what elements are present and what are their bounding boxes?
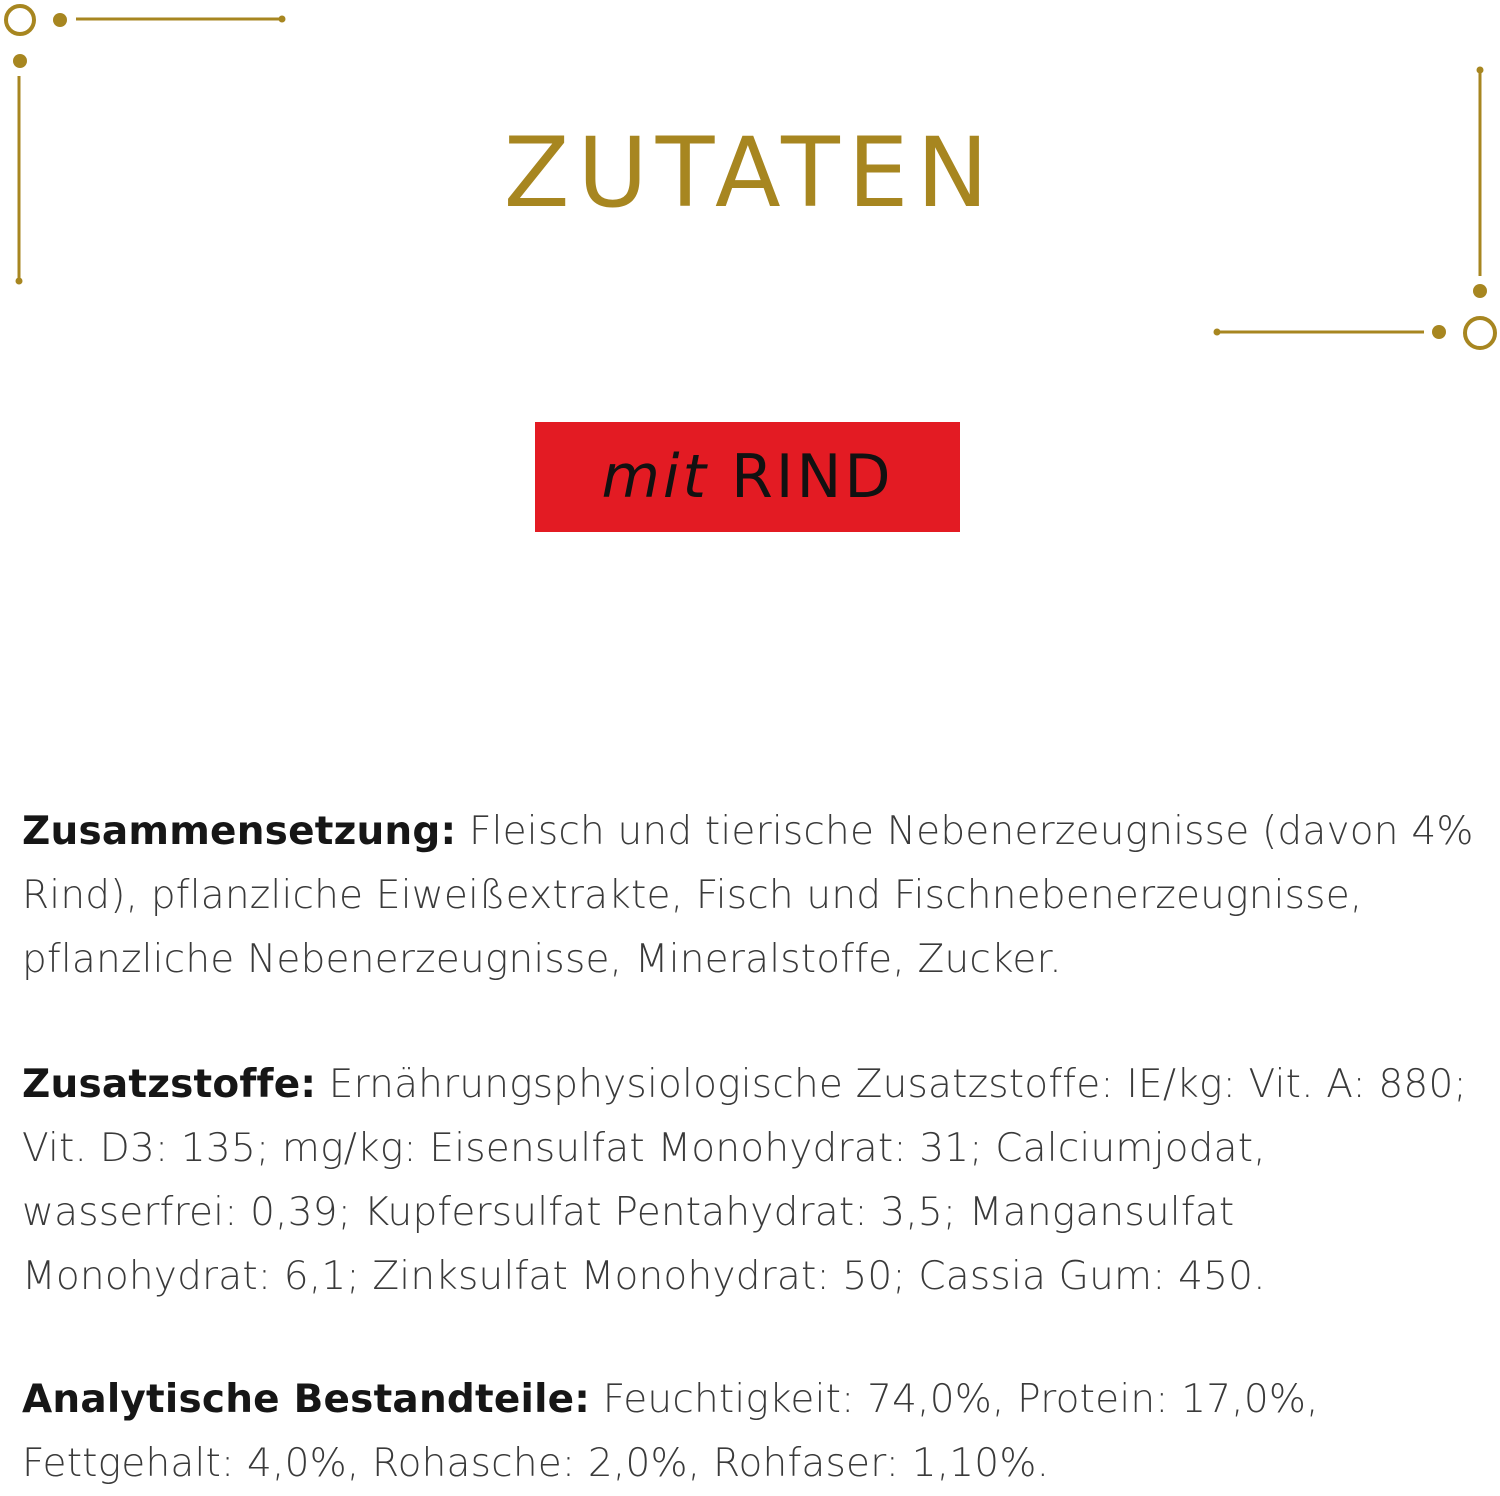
additives-paragraph: [22, 1053, 1482, 1309]
badge-prefix: mit: [601, 442, 710, 512]
analytical-label: Analytische Bestandteile:: [22, 1377, 591, 1422]
composition-text: Fleisch und tierische Nebenerzeugnisse (davon 4% Rind), pflanzliche Eiweißextrakte, Fisch und Fischnebenerzeugnisse, pflanzliche Nebenerzeugnisse, Mineralstoffe, Zucker.: [22, 809, 1474, 982]
page-title: ZUTATEN: [503, 117, 997, 229]
composition-label: Zusammensetzung:: [22, 809, 457, 854]
additives-text: Ernährungsphysiologische Zusatzstoffe: IE/kg: Vit. A: 880; Vit. D3: 135; mg/kg: Eisensulfat Monohydrat: 31; Calciumjodat, wasserfrei: 0,39; Kupfersulfat Pentahydrat: 3,5; Mangansulfat Monohydrat: 6,1; Zinksulfat Monohydrat: 50; Cassia Gum: 450.: [22, 1062, 1467, 1299]
additives-label: Zusatzstoffe:: [22, 1062, 317, 1107]
badge-main: RIND: [731, 442, 894, 512]
analytical-paragraph: [22, 1368, 1482, 1496]
analytical-text: Feuchtigkeit: 74,0%, Protein: 17,0%, Fettgehalt: 4,0%, Rohasche: 2,0%, Rohfaser: 1,10%.: [22, 1377, 1319, 1486]
composition-paragraph: [22, 800, 1482, 992]
variant-badge: [535, 422, 960, 532]
